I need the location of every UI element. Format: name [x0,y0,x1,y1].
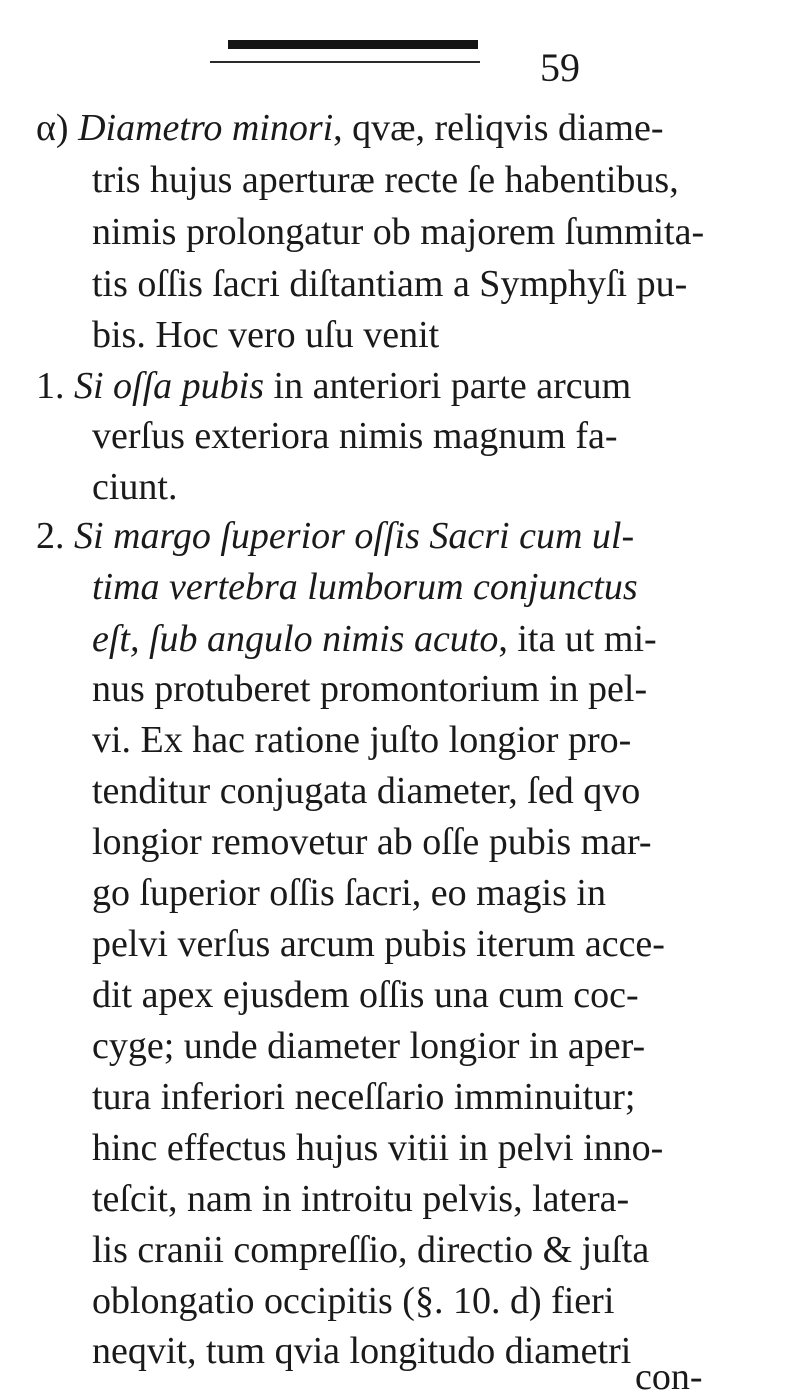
alpha-marker: α) [36,107,69,149]
paragraph-alpha-line-3: nimis prolongatur ob majorem ſummita- [92,211,705,253]
header-rule-thick [228,40,478,49]
item-2-line-16: oblongatio occipitis (§. 10. d) fieri [92,1280,615,1322]
item-2-line-3 [92,615,657,663]
item-1-line-1-rest: in anteriori parte arcum [264,365,632,407]
item-1-line-3: ciunt. [92,466,178,508]
item-2-line-15: lis cranii compreſſio, directio & juſta [92,1229,650,1271]
paragraph-alpha-line-5: bis. Hoc vero uſu venit [92,314,440,356]
item-2-line-6: tenditur conjugata diameter, ſed qvo [92,770,641,812]
item-2-line-12: tura inferiori neceſſario imminuitur; [92,1076,636,1118]
item-2-line-1 [36,512,634,560]
item-2-line-5: vi. Ex hac ratione juſto longior pro- [92,719,632,761]
item-1-lead-italic: Si oſſa pubis [74,365,265,407]
alpha-line-1-rest: , qvæ, reliqvis diame- [333,107,664,149]
item-2-line-1-italic: Si margo ſuperior oſſis Sacri cum ul- [74,515,635,557]
item-2-line-8: go ſuperior oſſis ſacri, eo magis in [92,872,606,914]
item-2-line-9: pelvi verſus arcum pubis iterum acce- [92,923,665,965]
item-2-line-14: teſcit, nam in introitu pelvis, latera- [92,1178,630,1220]
item-2-line-7: longior removetur ab oſſe pubis mar- [92,821,652,863]
item-2-line-3-italic: eſt, ſub angulo nimis acuto [92,618,499,660]
item-2-line-11: cyge; unde diameter longior in aper- [92,1025,646,1067]
item-2-number: 2. [36,515,65,557]
page-number: 59 [540,45,580,90]
item-1-number: 1. [36,365,65,407]
item-2-line-10: dit apex ejusdem oſſis una cum coc- [92,974,639,1016]
paragraph-alpha-line-4: tis oſſis ſacri diſtantiam a Symphyſi pu- [92,263,688,305]
item-2-line-4: nus protuberet promontorium in pel- [92,668,648,710]
item-2-line-17: neqvit, tum qvia longitudo diametri [92,1330,632,1372]
item-2-line-2: tima vertebra lumborum conjunctus [92,566,638,608]
item-2-line-3-rest: , ita ut mi- [498,618,657,660]
header-rule-thin [210,61,480,63]
paragraph-alpha-line-1 [36,104,664,152]
paragraph-alpha-line-2: tris hujus aperturæ recte ſe habentibus, [92,159,679,201]
item-1-line-1 [36,362,631,410]
item-1-line-2: verſus exteriora nimis magnum fa- [92,415,618,457]
item-2-line-13: hinc effectus hujus vitii in pelvi inno- [92,1127,664,1169]
catchword: con- [635,1356,703,1398]
alpha-lead-italic: Diametro minori [78,107,334,149]
